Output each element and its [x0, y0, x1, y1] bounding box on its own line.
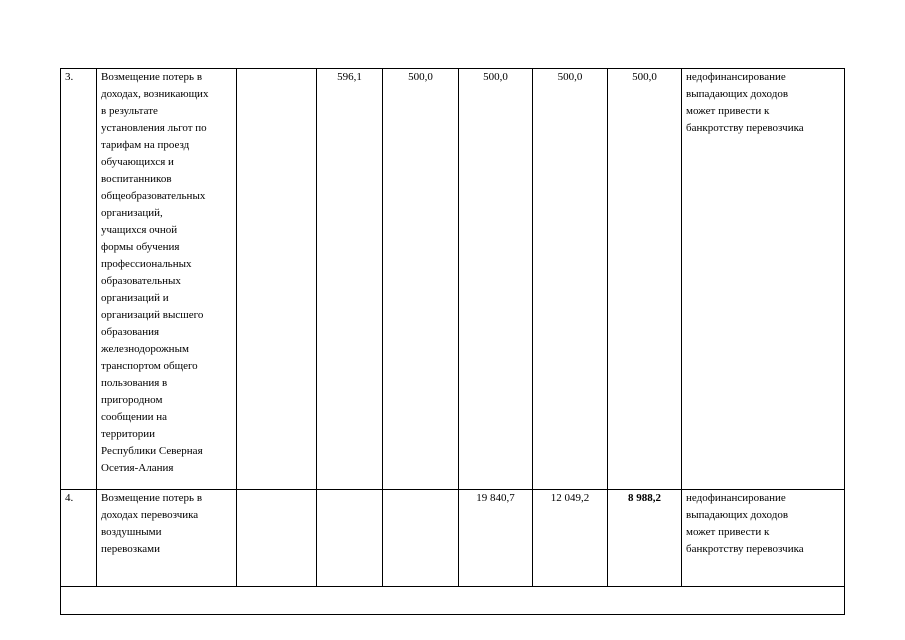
row-note: недофинансирование выпадающих доходов может привести к банкротству перевозчика [682, 490, 845, 587]
empty-row-cell [61, 587, 845, 615]
row-number: 4. [61, 490, 97, 587]
row-cell-c7: 12 049,2 [533, 490, 608, 587]
table-row-4 [61, 490, 845, 587]
row-cell-c7: 500,0 [533, 69, 608, 490]
row-number: 3. [61, 69, 97, 490]
table-row-empty [61, 587, 845, 615]
row-cell-c8: 8 988,2 [608, 490, 682, 587]
row-description: Возмещение потерь в доходах перевозчика воздушными перевозками [97, 490, 237, 587]
row-cell-c4 [317, 490, 383, 587]
table-row-3 [61, 69, 845, 490]
row-description: Возмещение потерь в доходах, возникающих в результате установления льгот по тарифам на проезд обучающихся и воспитанников общеобразовательных организаций, учащихся очной формы обучения профессиональных образовательных организаций и организаций высшего образования железнодорожным транспортом общего пользования в пригородном сообщении на территории Республики Северная Осетия-Алания [97, 69, 237, 490]
row-cell-c3 [237, 69, 317, 490]
row-cell-c6: 19 840,7 [459, 490, 533, 587]
row-cell-c8: 500,0 [608, 69, 682, 490]
row-cell-c4: 596,1 [317, 69, 383, 490]
row-cell-c6: 500,0 [459, 69, 533, 490]
row-cell-c5 [383, 490, 459, 587]
row-cell-c5: 500,0 [383, 69, 459, 490]
row-cell-c3 [237, 490, 317, 587]
document-table [60, 68, 845, 615]
row-note: недофинансирование выпадающих доходов может привести к банкротству перевозчика [682, 69, 845, 490]
